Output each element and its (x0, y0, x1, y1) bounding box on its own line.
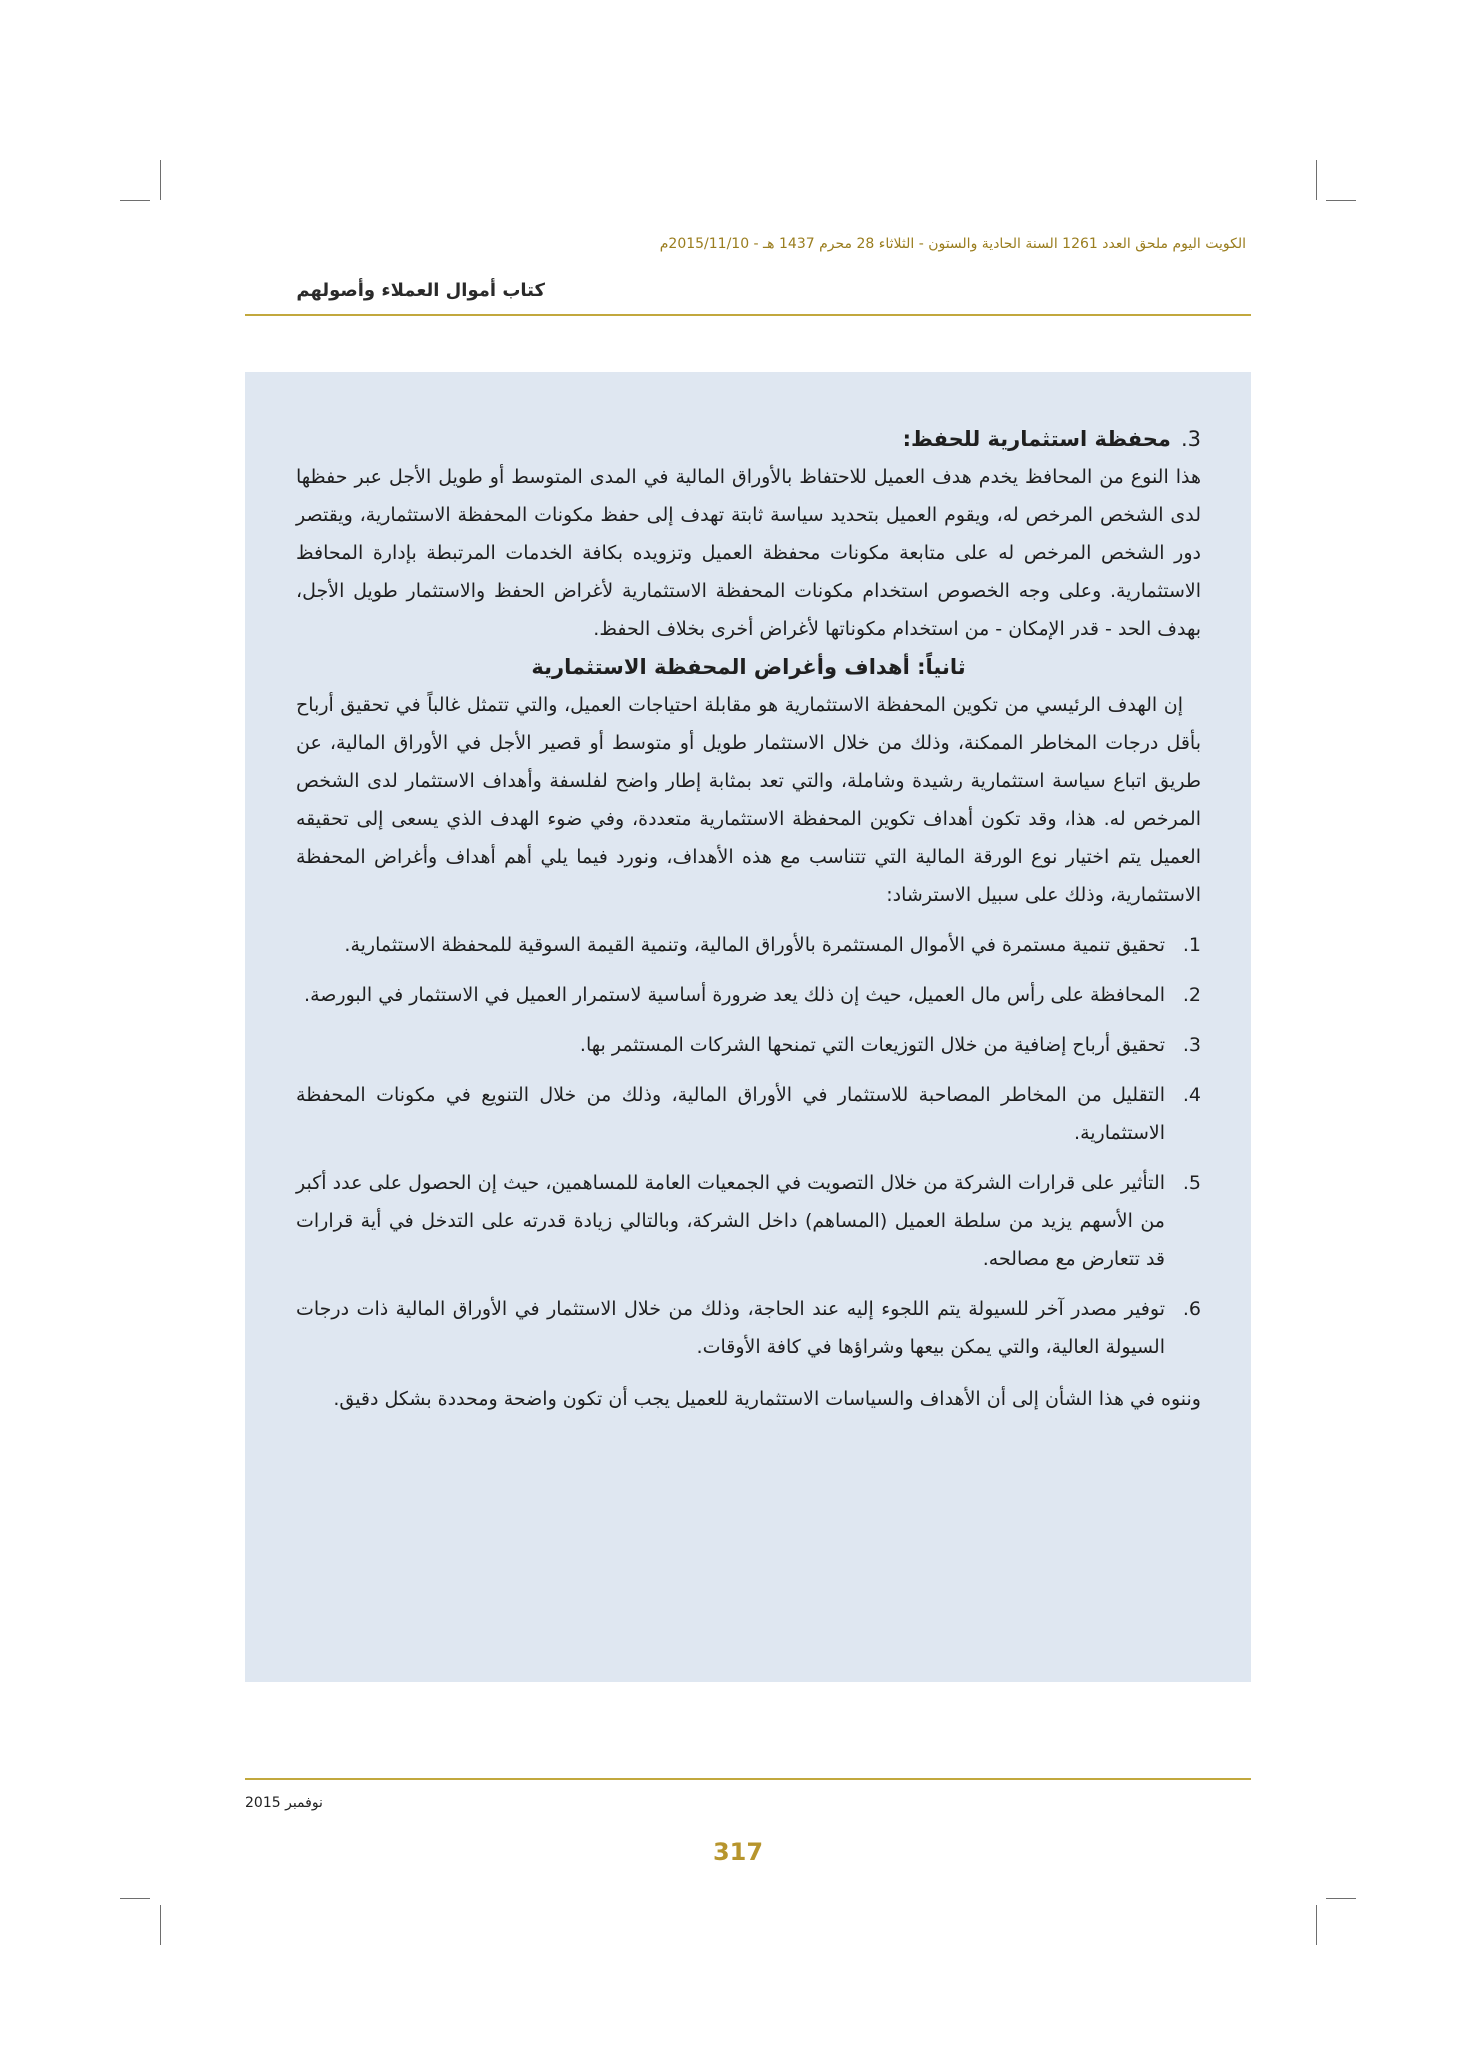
crop-mark (160, 160, 161, 200)
footer-rule (245, 1778, 1251, 1780)
closing-paragraph: وننوه في هذا الشأن إلى أن الأهداف والسياسات الاستثمارية للعميل يجب أن تكون واضحة ومحددة بشكل دقيق. (333, 1388, 1201, 1410)
list-number: 3. (1182, 1034, 1201, 1056)
heading-text: محفظة استثمارية للحفظ: (902, 427, 1171, 451)
heading-number: 3. (1180, 427, 1201, 451)
footer-date: نوفمبر 2015 (245, 1795, 323, 1811)
list-text: التأثير على قرارات الشركة من خلال التصويت في الجمعيات العامة للمساهمين، حيث إن الحصول على عدد أكبر من الأسهم يزيد من سلطة العميل (المساهم) داخل الشركة، وبالتالي زيادة قدرته على التدخل في أية قرارات قد تتعارض مع مصالحه. (296, 1172, 1165, 1270)
crop-mark (120, 1898, 150, 1899)
objectives-list (296, 926, 1201, 1366)
article-body (296, 420, 1201, 1418)
page-number: 317 (712, 1838, 764, 1866)
list-text: تحقيق تنمية مستمرة في الأموال المستثمرة بالأوراق المالية، وتنمية القيمة السوقية للمحفظة الاستثمارية. (344, 934, 1165, 956)
paragraph: إن الهدف الرئيسي من تكوين المحفظة الاستثمارية هو مقابلة احتياجات العميل، والتي تتمثل غالباً في تحقيق أرباح بأقل درجات المخاطر الممكنة، وذلك من خلال الاستثمار طويل أو متوسط أو قصير الأجل في الأوراق المالية، عن طريق اتباع سياسة استثمارية رشيدة وشاملة، والتي تعد بمثابة إطار واضح لفلسفة وأهداف الاستثمار لدى الشخص المرخص له. هذا، وقد تكون أهداف تكوين المحفظة الاستثمارية متعددة، وفي ضوء الهدف الذي يسعى إلى تحقيقه العميل يتم اختيار نوع الورقة المالية التي تتناسب مع هذه الأهداف، ونورد فيما يلي أهم أهداف وأغراض المحفظة الاستثمارية، وذلك على سبيل الاسترشاد: (296, 694, 1201, 906)
list-text: المحافظة على رأس مال العميل، حيث إن ذلك يعد ضرورة أساسية لاستمرار العميل في الاستثمار في البورصة. (304, 984, 1165, 1006)
section-title: كتاب أموال العملاء وأصولهم (296, 280, 545, 301)
crop-mark (1316, 1905, 1317, 1945)
crop-mark (160, 1905, 161, 1945)
running-head: الكويت اليوم ملحق العدد 1261 السنة الحادية والستون - الثلاثاء 28 محرم 1437 هـ - 2015/11/10م (659, 236, 1246, 252)
header-rule (245, 314, 1251, 316)
list-text: توفير مصدر آخر للسيولة يتم اللجوء إليه عند الحاجة، وذلك من خلال الاستثمار في الأوراق المالية ذات درجات السيولة العالية، والتي يمكن بيعها وشراؤها في كافة الأوقات. (296, 1298, 1165, 1358)
list-item (296, 926, 1201, 964)
list-item (296, 1076, 1201, 1152)
crop-mark (1326, 1898, 1356, 1899)
list-text: تحقيق أرباح إضافية من خلال التوزيعات التي تمنحها الشركات المستثمر بها. (579, 1034, 1165, 1056)
item-heading (296, 420, 1201, 458)
list-item (296, 1026, 1201, 1064)
crop-mark (1316, 160, 1317, 200)
list-item (296, 1290, 1201, 1366)
list-number: 4. (1182, 1084, 1201, 1106)
list-item (296, 1164, 1201, 1278)
crop-mark (120, 200, 150, 201)
list-item (296, 976, 1201, 1014)
list-number: 2. (1182, 984, 1201, 1006)
list-number: 6. (1182, 1298, 1201, 1320)
list-text: التقليل من المخاطر المصاحبة للاستثمار في الأوراق المالية، وذلك من خلال التنويع في مكونات المحفظة الاستثمارية. (296, 1084, 1165, 1144)
crop-mark (1326, 200, 1356, 201)
list-number: 1. (1182, 934, 1201, 956)
list-number: 5. (1182, 1172, 1201, 1194)
subheading: ثانياً: أهداف وأغراض المحفظة الاستثمارية (531, 655, 966, 679)
paragraph: هذا النوع من المحافظ يخدم هدف العميل للاحتفاظ بالأوراق المالية في المدى المتوسط أو طويل الأجل عبر حفظها لدى الشخص المرخص له، ويقوم العميل بتحديد سياسة ثابتة تهدف إلى حفظ مكونات المحفظة الاستثمارية، ويقتصر دور الشخص المرخص له على متابعة مكونات محفظة العميل وتزويده بكافة الخدمات المرتبطة بإدارة المحافظ الاستثمارية. وعلى وجه الخصوص استخدام مكونات المحفظة الاستثمارية لأغراض الحفظ والاستثمار طويل الأجل، بهدف الحد - قدر الإمكان - من استخدام مكوناتها لأغراض أخرى بخلاف الحفظ. (296, 466, 1201, 640)
